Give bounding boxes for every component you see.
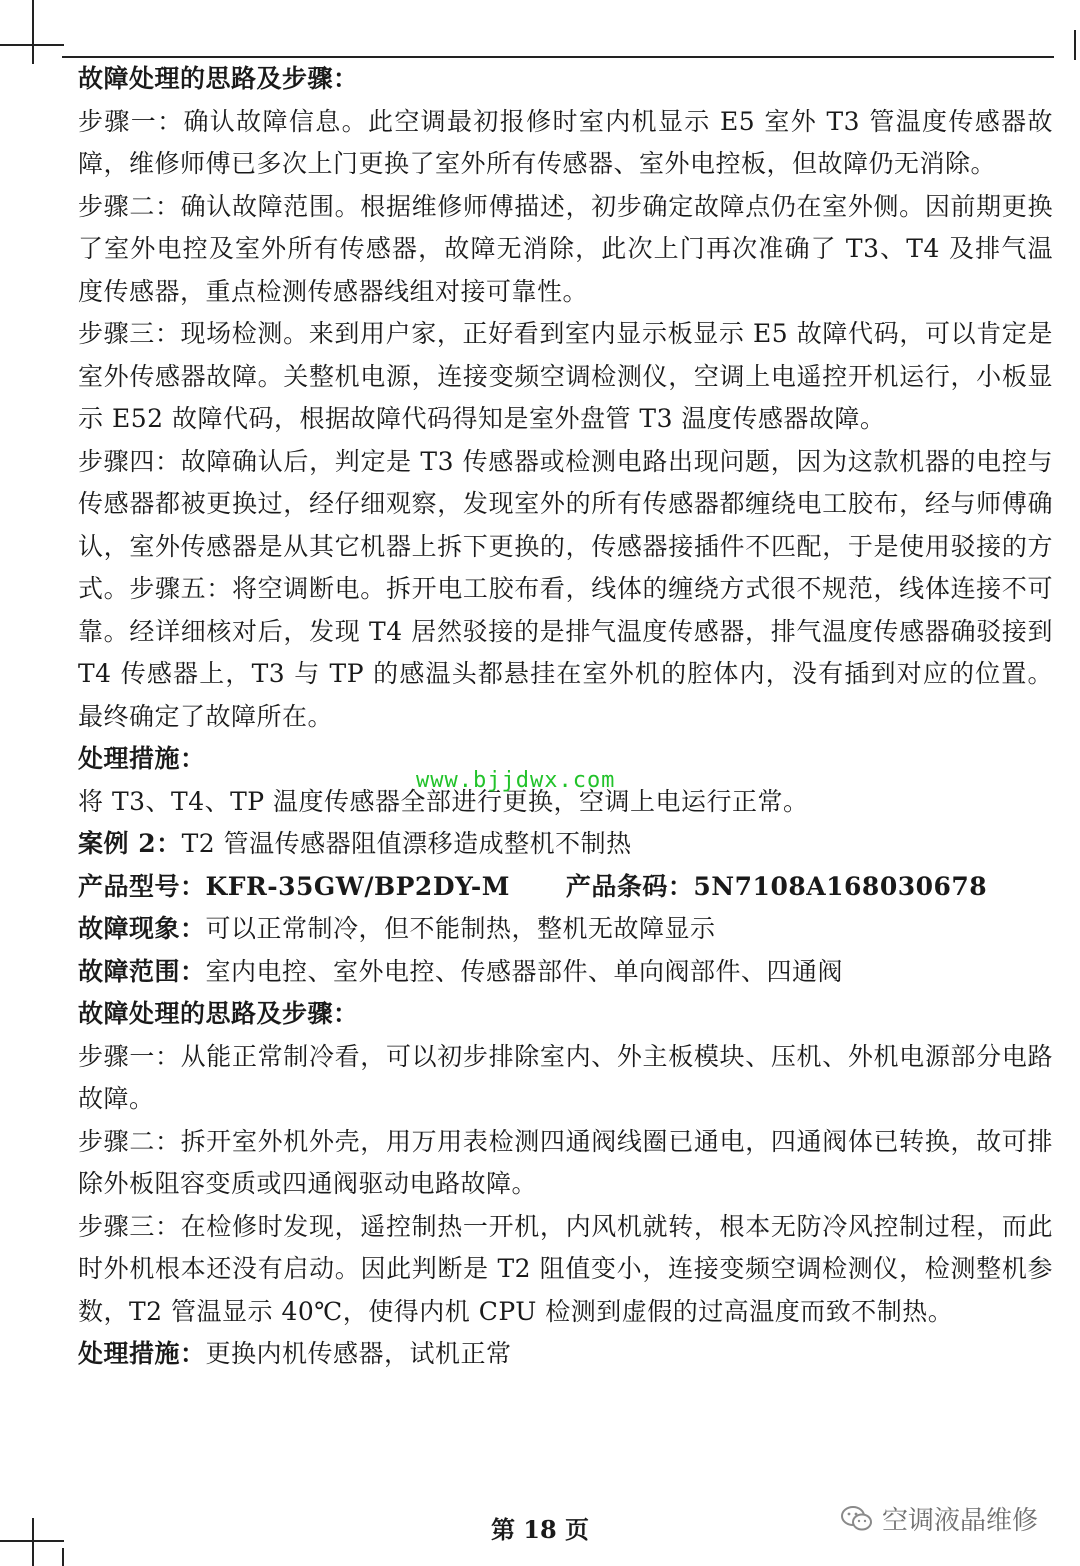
field-label: 产品条码： [565, 871, 694, 901]
paragraph-text: 更换内机传感器，试机正常 [205, 1339, 512, 1368]
field-label: 产品型号： [78, 871, 206, 901]
paragraph-text: 步骤三：在检修时发现，遥控制热一开机，内风机就转，根本无防冷风控制过程，而此时外机根本还没有启动。因此判断是 T2 阻值变小，连接变频空调检测仪，检测整机参数，T2 管温显示 40℃，使得内机 CPU 检测到虚假的过高温度而致不制热。 [78, 1211, 1053, 1326]
paragraph-text: 步骤二：确认故障范围。根据维修师傅描述，初步确定故障点仍在室外侧。因前期更换了室外电控及室外所有传感器，故障无消除，此次上门再次准确了 T3、T4 及排气温度传感器，重点检测传感器线组对接可靠性。 [78, 191, 1053, 306]
paragraph-text: 将 T3、T4、TP 温度传感器全部进行更换，空调上电运行正常。 [78, 786, 809, 816]
paragraph [78, 58, 1053, 101]
wechat-icon [840, 1504, 874, 1534]
paragraph [78, 951, 1053, 994]
brand-text: 空调液晶维修 [882, 1506, 1039, 1536]
brand-watermark [840, 1500, 1038, 1537]
paragraph [78, 1036, 1053, 1121]
paragraph [78, 823, 1053, 866]
paragraph [78, 1121, 1053, 1206]
paragraph-text: 步骤四：故障确认后，判定是 T3 传感器或检测电路出现问题，因为这款机器的电控与传感器都被更换过，经仔细观察，发现室外的所有传感器都缠绕电工胶布，经与师傅确认，室外传感器是从其它机器上拆下更换的，传感器接插件不匹配，于是使用驳接的方式。步骤五：将空调断电。拆开电工胶布看，线体的缠绕方式很不规范，线体连接不可靠。经详细核对后，发现 T4 居然驳接的是排气温度传感器，排气温度传感器确驳接到 T4 传感器上，T3 与 TP 的感温头都悬挂在室外机的腔体内，没有插到对应的位置。最终确定了故障所在。 [78, 446, 1053, 731]
paragraph-text: 可以正常制冷，但不能制热，整机无故障显示 [205, 914, 716, 943]
paragraph-text: 故障处理的思路及步骤： [78, 64, 359, 93]
paragraph [78, 1206, 1053, 1334]
paragraph-text: 5N7108A168030678 [693, 871, 988, 901]
paragraph-text: 故障处理的思路及步骤： [78, 999, 359, 1028]
paragraph [78, 1333, 1053, 1376]
field-label: 处理措施： [78, 1339, 206, 1368]
paragraph [78, 441, 1053, 739]
field-label: 故障范围： [78, 956, 206, 986]
paragraph [78, 993, 1053, 1036]
paragraph-text: 步骤一：从能正常制冷看，可以初步排除室内、外主板模块、压机、外机电源部分电路故障。 [78, 1041, 1053, 1113]
paragraph-text: 步骤一：确认故障信息。此空调最初报修时室内机显示 E5 室外 T3 管温度传感器故障，维修师傅已多次上门更换了室外所有传感器、室外电控板，但故障仍无消除。 [78, 106, 1053, 178]
field-label: 案例 2： [78, 829, 182, 858]
paragraph [78, 313, 1053, 441]
paragraph [78, 186, 1053, 314]
paragraph [78, 101, 1053, 186]
paragraph-text: 室内电控、室外电控、传感器部件、单向阀部件、四通阀 [205, 956, 844, 986]
paragraph [78, 866, 1053, 909]
paragraph-text: KFR-35GW/BP2DY-M [205, 871, 510, 901]
watermark: www.bjjdwx.com [416, 768, 616, 793]
paragraph-text: 步骤三：现场检测。来到用户家，正好看到室内显示板显示 E5 故障代码，可以肯定是室外传感器故障。关整机电源，连接变频空调检测仪，空调上电遥控开机运行，小板显示 E52 故障代码，根据故障代码得知是室外盘管 T3 温度传感器故障。 [78, 319, 1053, 433]
crop-mark-top-right-v [1074, 30, 1076, 60]
crop-mark-top-left-v [32, 0, 34, 64]
paragraph-text: T2 管温传感器阻值漂移造成整机不制热 [181, 829, 632, 858]
paragraph-text: 处理措施： [78, 744, 206, 773]
crop-mark-bottom-left-v2 [62, 1548, 64, 1566]
page-number: 第 18 页 [490, 1515, 590, 1544]
paragraph [78, 908, 1053, 951]
page-body [78, 58, 1053, 1376]
field-label: 故障现象： [78, 914, 206, 943]
paragraph-text: 步骤二：拆开室外机外壳，用万用表检测四通阀线圈已通电，四通阀体已转换，故可排除外板阻容变质或四通阀驱动电路故障。 [78, 1126, 1053, 1198]
